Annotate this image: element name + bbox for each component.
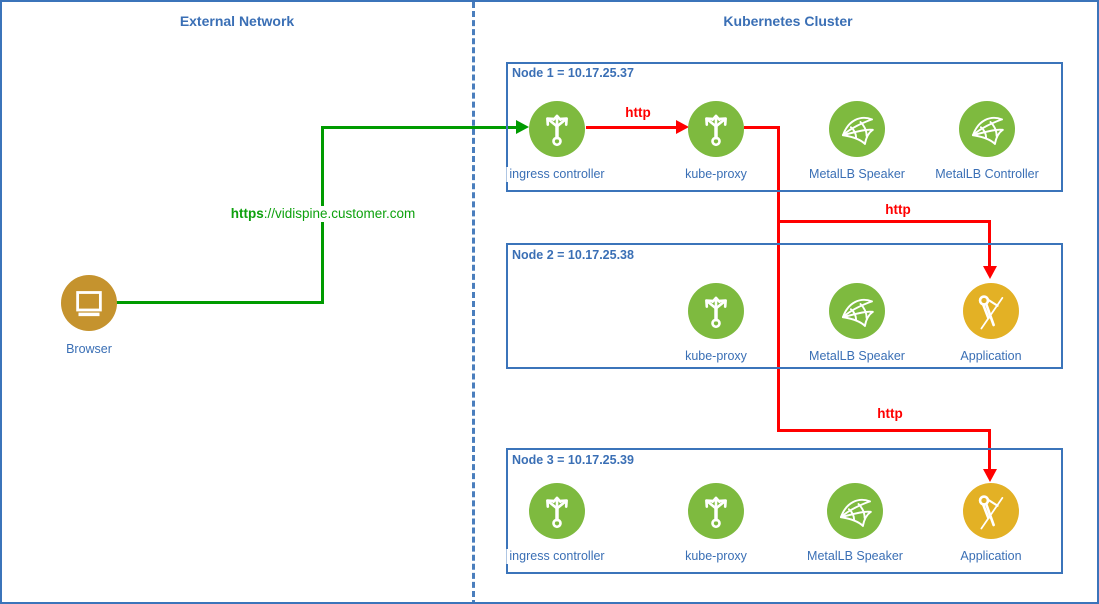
component-label: MetalLB Speaker — [804, 549, 906, 564]
application-icon — [963, 283, 1019, 339]
metallb-controller-icon — [959, 101, 1015, 157]
https-url-rest: ://vidispine.customer.com — [263, 206, 416, 221]
node-1-title: Node 1 = 10.17.25.37 — [512, 66, 634, 80]
http-connection-line — [777, 429, 990, 432]
component-label: kube-proxy — [682, 549, 750, 564]
https-connection-line — [321, 126, 516, 129]
ingress-controller-icon — [529, 483, 585, 539]
browser-label: Browser — [63, 342, 115, 357]
https-connection-line — [116, 301, 324, 304]
node-3-title: Node 3 = 10.17.25.39 — [512, 453, 634, 467]
http-label-3: http — [874, 406, 905, 422]
ingress-controller-icon — [529, 101, 585, 157]
https-url-label — [228, 206, 419, 222]
application-icon — [963, 483, 1019, 539]
metallb-speaker-icon — [829, 283, 885, 339]
component-label: Application — [957, 349, 1024, 364]
node-2-title: Node 2 = 10.17.25.38 — [512, 248, 634, 262]
kube-proxy-icon — [688, 283, 744, 339]
kube-proxy-icon — [688, 483, 744, 539]
network-boundary-divider — [472, 2, 475, 604]
http-label-1: http — [622, 105, 653, 121]
kubernetes-cluster-title: Kubernetes Cluster — [723, 13, 853, 29]
component-label: MetalLB Speaker — [806, 167, 908, 182]
kube-proxy-icon — [688, 101, 744, 157]
http-label-2: http — [882, 202, 913, 218]
component-label: MetalLB Controller — [932, 167, 1042, 182]
component-label: kube-proxy — [682, 167, 750, 182]
component-label: kube-proxy — [682, 349, 750, 364]
component-label: ingress controller — [506, 167, 607, 182]
external-network-title: External Network — [179, 13, 295, 29]
component-label: ingress controller — [506, 549, 607, 564]
metallb-speaker-icon — [827, 483, 883, 539]
component-label: Application — [957, 549, 1024, 564]
component-label: MetalLB Speaker — [806, 349, 908, 364]
metallb-speaker-icon — [829, 101, 885, 157]
https-scheme: https — [230, 206, 264, 221]
monitor-icon — [68, 282, 110, 324]
http-connection-line — [777, 220, 990, 223]
browser-icon — [61, 275, 117, 331]
